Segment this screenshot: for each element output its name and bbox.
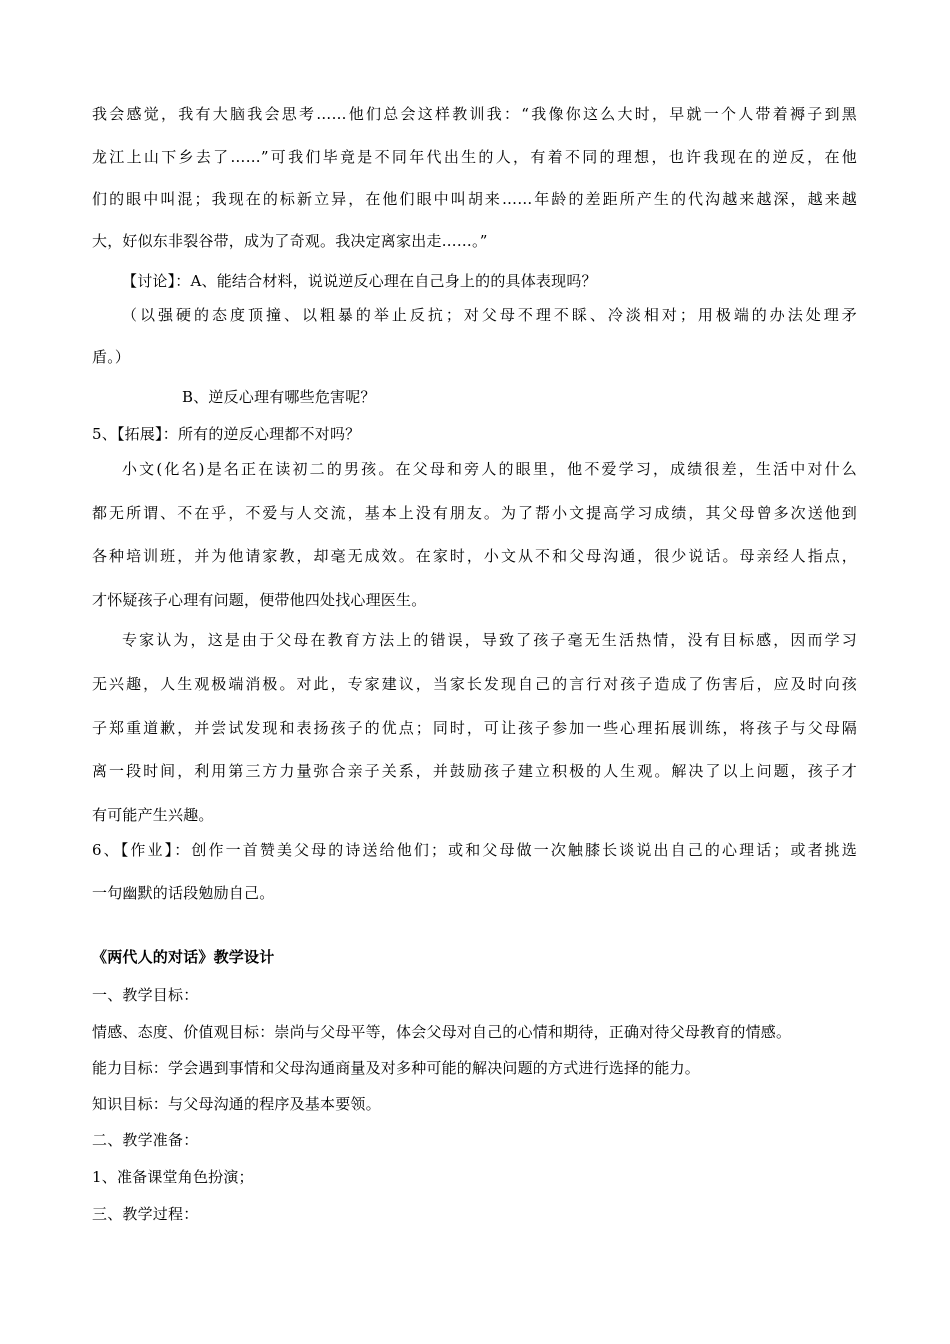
objective-line: 情感、态度、价值观目标：崇尚与父母平等，体会父母对自己的心情和期待，正确对待父母教育的情感。 [92,1023,792,1041]
section-extension-heading: 5、【拓展】：所有的逆反心理都不对吗？ [92,425,361,443]
objective-line: 知识目标：与父母沟通的程序及基本要领。 [92,1095,381,1113]
discussion-question-b: B、逆反心理有哪些危害呢？ [182,388,376,406]
paragraph-line: 有可能产生兴趣。 [92,806,214,824]
paragraph-line: 才怀疑孩子心理有问题，便带他四处找心理医生。 [92,591,427,609]
paragraph-line: 们的眼中叫混；我现在的标新立异，在他们眼中叫胡来……年龄的差距所产生的代沟越来越深，越来越 [92,190,857,208]
discussion-answer-line: 盾。） [92,348,131,366]
section-heading: 一、教学目标： [92,986,199,1004]
paragraph-line: 大，好似东非裂谷带，成为了奇观。我决定离家出走……。” [92,232,488,250]
section-heading: 二、教学准备： [92,1131,199,1149]
preparation-item: 1、准备课堂角色扮演； [92,1168,254,1186]
section-homework-line: 6、【作业】：创作一首赞美父母的诗送给他们；或和父母做一次触膝长谈说出自己的心理话；或者挑选 [92,841,857,859]
paragraph-line: 龙江上山下乡去了……”可我们毕竟是不同年代出生的人，有着不同的理想，也许我现在的逆反，在他 [92,148,857,166]
objective-line: 能力目标：学会遇到事情和父母沟通商量及对多种可能的解决问题的方式进行选择的能力。 [92,1059,701,1077]
paragraph-line: 离一段时间，利用第三方力量弥合亲子关系，并鼓励孩子建立积极的人生观。解决了以上问题，孩子才 [92,762,857,780]
section-heading: 三、教学过程： [92,1205,199,1223]
lesson-plan-title: 《两代人的对话》教学设计 [92,948,275,966]
paragraph-line: 都无所谓、不在乎，不爱与人交流，基本上没有朋友。为了帮小文提高学习成绩，其父母曾多次送他到 [92,504,857,522]
discussion-question-a: 【讨论】：A、能结合材料，说说逆反心理在自己身上的的具体表现吗？ [122,272,597,290]
paragraph-line: 各种培训班，并为他请家教，却毫无成效。在家时，小文从不和父母沟通，很少说话。母亲经人指点， [92,547,857,565]
section-homework-line: 一句幽默的话段勉励自己。 [92,884,275,902]
discussion-answer-line: （以强硬的态度顶撞、以粗暴的举止反抗；对父母不理不睬、冷淡相对；用极端的办法处理矛 [122,306,857,324]
paragraph-line: 我会感觉，我有大脑我会思考……他们总会这样教训我：“我像你这么大时，早就一个人带着褥子到黑 [92,105,857,123]
paragraph-line: 无兴趣，人生观极端消极。对此，专家建议，当家长发现自己的言行对孩子造成了伤害后，应及时向孩 [92,675,857,693]
paragraph-line: 小文(化名)是名正在读初二的男孩。在父母和旁人的眼里，他不爱学习，成绩很差，生活中对什么 [122,460,857,478]
paragraph-line: 专家认为，这是由于父母在教育方法上的错误，导致了孩子毫无生活热情，没有目标感，因而学习 [122,631,857,649]
paragraph-line: 子郑重道歉，并尝试发现和表扬孩子的优点；同时，可让孩子参加一些心理拓展训练，将孩子与父母隔 [92,719,857,737]
